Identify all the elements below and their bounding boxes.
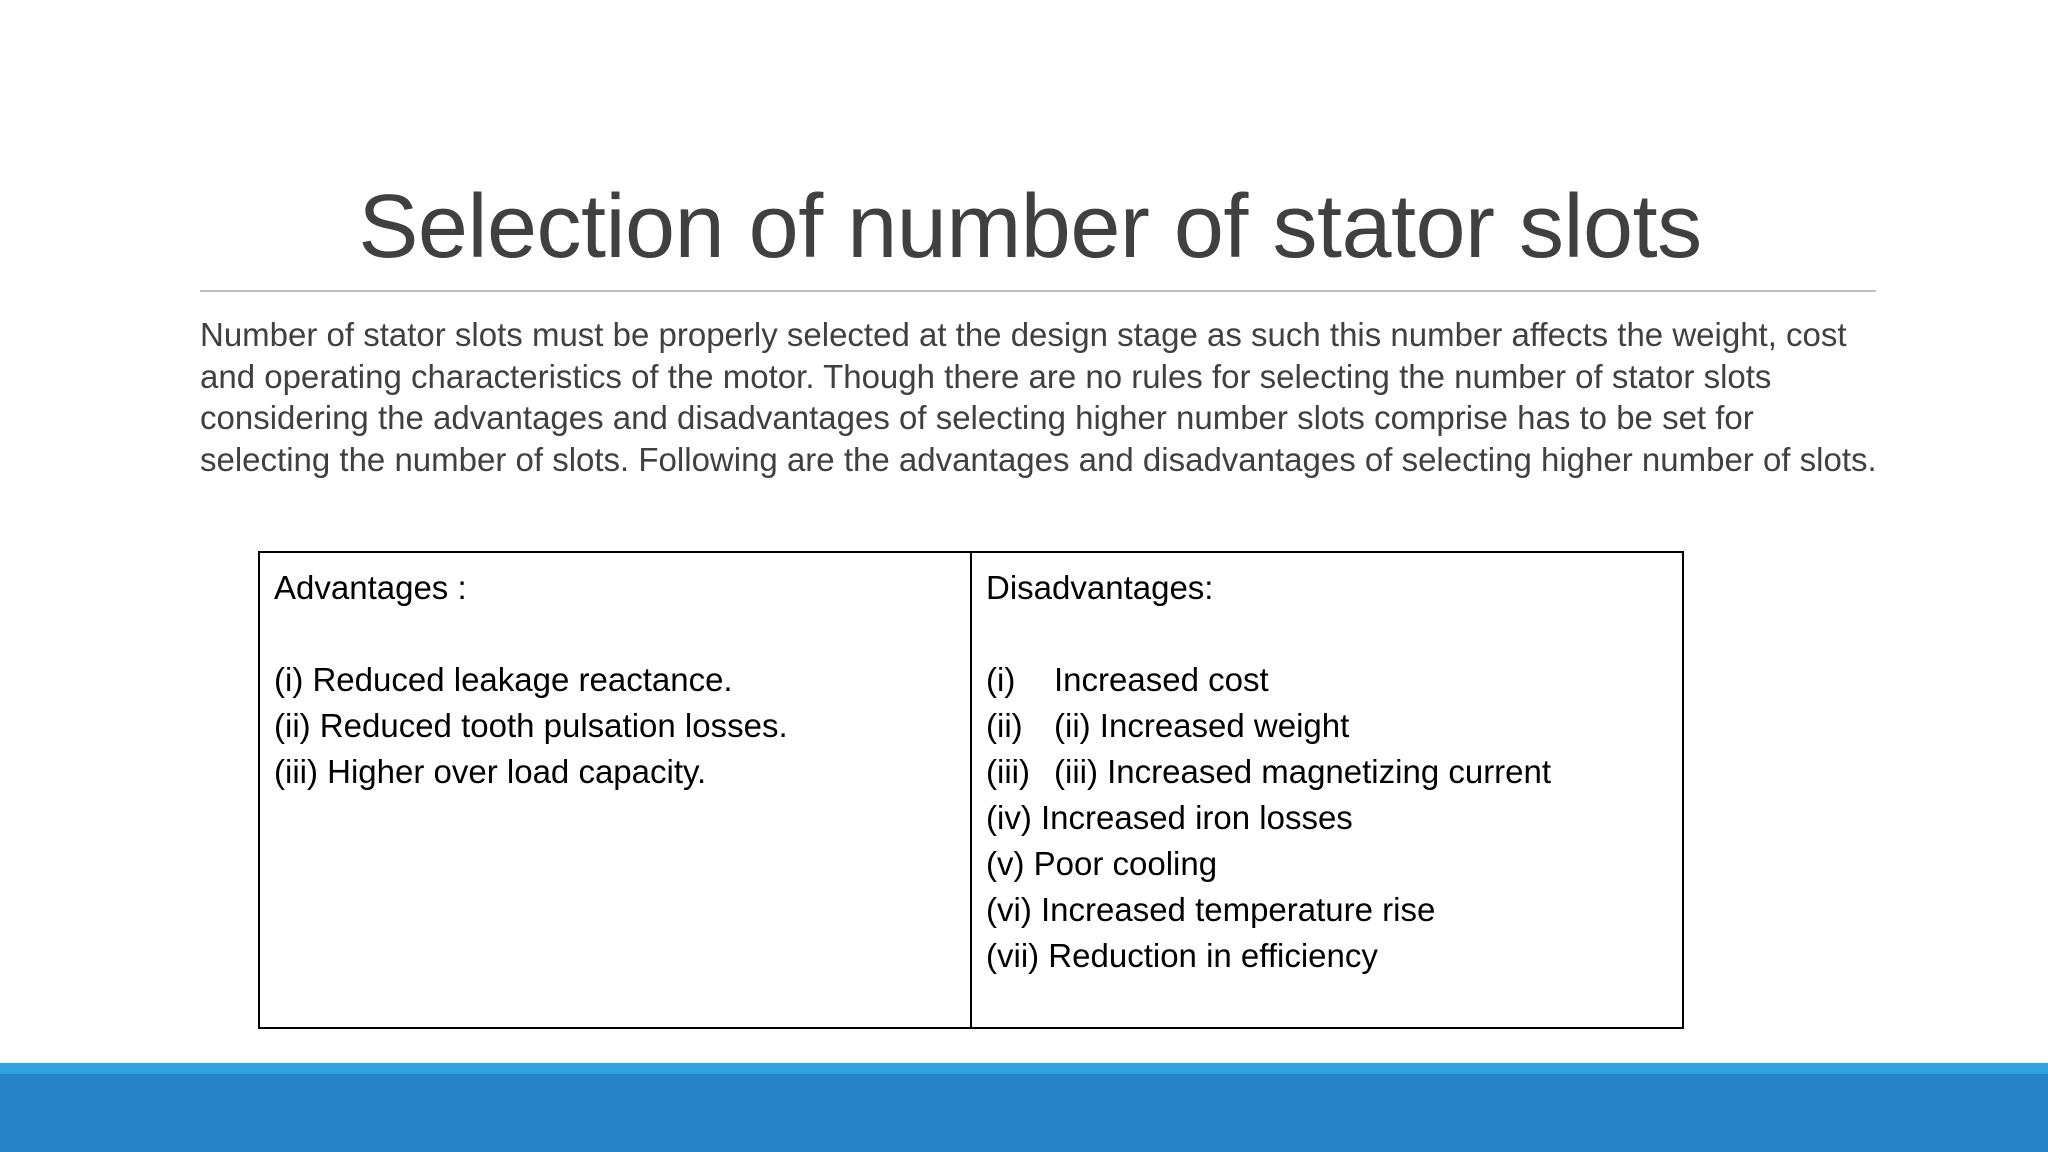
- list-item: [986, 703, 1668, 749]
- table-row: [259, 552, 1683, 1028]
- list-number: (iii): [986, 753, 1030, 790]
- disadvantages-heading: Disadvantages:: [986, 569, 1214, 606]
- list-item: [986, 933, 1668, 979]
- list-item: [986, 841, 1668, 887]
- item-text: (iii) Increased magnetizing current: [1054, 753, 1552, 790]
- list-item: [986, 887, 1668, 933]
- advantages-heading: Advantages :: [274, 569, 467, 606]
- item-text: (vi) Increased temperature rise: [986, 891, 1436, 928]
- item-text: (v) Poor cooling: [986, 845, 1218, 882]
- disadvantages-list: [986, 657, 1668, 979]
- list-number: (i): [986, 661, 1016, 698]
- list-number: (ii): [986, 707, 1023, 744]
- list-item: [274, 749, 956, 795]
- list-item: [986, 657, 1668, 703]
- item-text: Increased cost: [1054, 661, 1269, 698]
- advantages-cell: [259, 552, 971, 1028]
- list-item: [986, 795, 1668, 841]
- item-text: (iii) Higher over load capacity.: [274, 753, 707, 790]
- footer-accent-stripe: [0, 1063, 2048, 1074]
- list-item: [986, 749, 1668, 795]
- list-item: [274, 703, 956, 749]
- list-item: [274, 657, 956, 703]
- item-text: (iv) Increased iron losses: [986, 799, 1353, 836]
- title-divider: [200, 290, 1876, 292]
- slide-title: Selection of number of stator slots: [358, 177, 1702, 277]
- intro-paragraph: Number of stator slots must be properly selected at the design stage as such this number affects the weight, cost and operating characteristics of the motor. Though there are no rules for selecting the number of stator slots considering the advantages and disadvantages of selecting higher number slots comprise has to be set for selecting the number of slots. Following are the advantages and disadvantages of selecting higher number of slots.: [200, 316, 1877, 478]
- disadvantages-cell: [971, 552, 1683, 1028]
- item-text: (ii) Increased weight: [1054, 707, 1350, 744]
- item-text: (i) Reduced leakage reactance.: [274, 661, 733, 698]
- footer-bar: [0, 1074, 2048, 1152]
- item-text: (ii) Reduced tooth pulsation losses.: [274, 707, 788, 744]
- comparison-table: [258, 551, 1684, 1029]
- advantages-list: [274, 657, 956, 795]
- item-text: (vii) Reduction in efficiency: [986, 937, 1378, 974]
